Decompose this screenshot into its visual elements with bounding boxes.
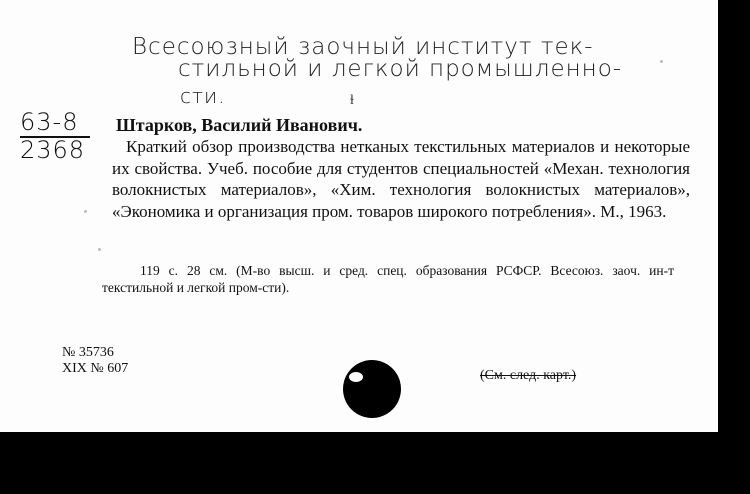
author-heading: Штарков, Василий Иванович. <box>116 115 363 135</box>
shelf-mark-bottom: 2368 <box>20 136 86 164</box>
handwritten-line-2: стильной и легкой промышленно- <box>178 56 623 82</box>
punch-hole <box>343 360 401 418</box>
pen-mark: ɫ <box>350 93 354 108</box>
see-next-card-note: (См. след. карт.) <box>480 368 577 383</box>
physical-description-note: 119 с. 28 см. (М-во высш. и сред. спец. образования РСФСР. Всесоюз. заоч. ин-т текстильной и легкой пром-сти). <box>102 263 674 295</box>
inventory-number: № 35736 <box>62 345 114 360</box>
handwritten-line-3: сти. <box>180 84 226 108</box>
shelf-mark-top: 63-8 <box>20 108 79 136</box>
inventory-number-secondary: XIX № 607 <box>62 361 129 376</box>
speck <box>98 248 101 251</box>
speck <box>84 210 87 213</box>
title-description: Краткий обзор производства нетканых текстильных материалов и некоторые их свойства. Учеб. пособие для студентов специальностей «Механ. технология волокнистых материалов», «Хим. технология волокнистых материалов», «Экономика и организация пром. товаров широкого потребления». М., 1963. <box>112 137 690 221</box>
scan-border <box>718 0 750 494</box>
handwritten-line-1: Всесоюзный заочный институт тек- <box>132 34 594 60</box>
speck <box>660 60 663 63</box>
